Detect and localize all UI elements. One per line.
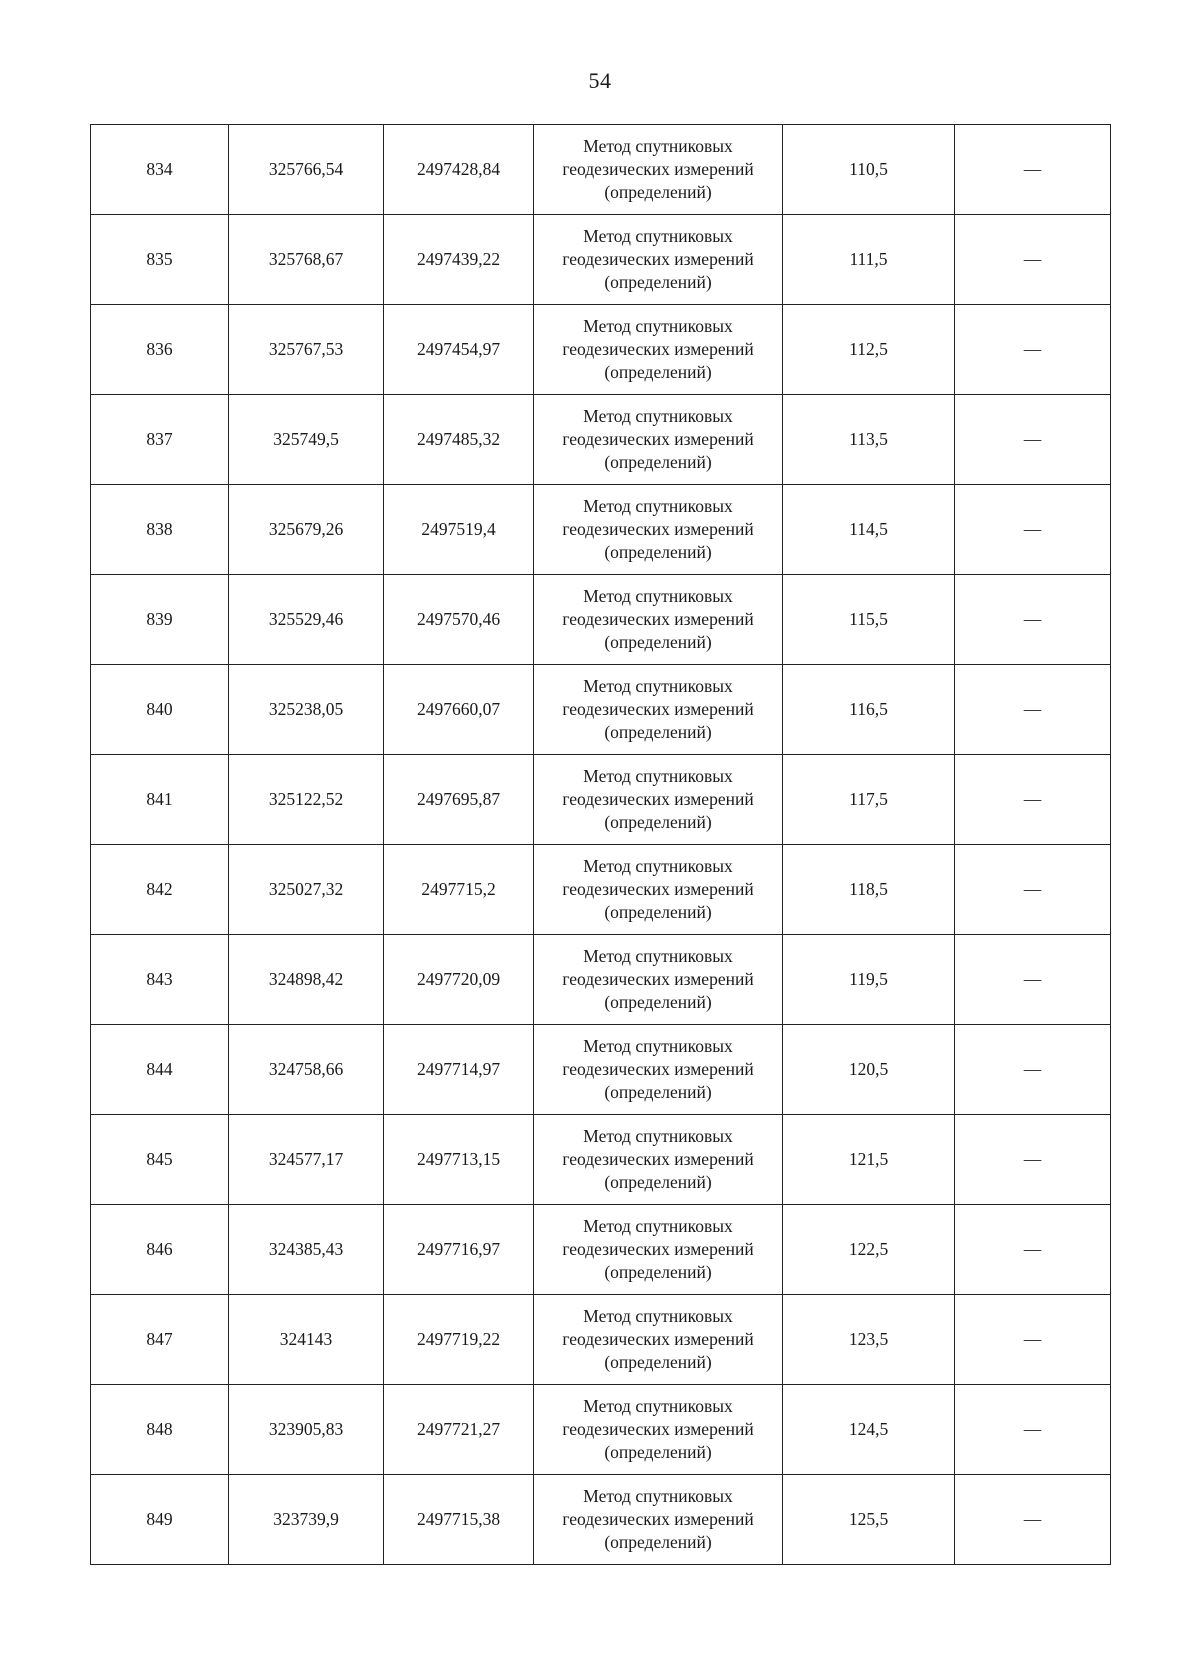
point-number-cell: 841 [91, 755, 229, 845]
dash-cell: — [955, 215, 1111, 305]
x-coordinate-cell: 325766,54 [229, 125, 384, 215]
dash-cell: — [955, 1115, 1111, 1205]
x-coordinate-cell: 323739,9 [229, 1475, 384, 1565]
table-body [91, 125, 1111, 1565]
y-coordinate-cell: 2497715,38 [384, 1475, 534, 1565]
table-row [91, 305, 1111, 395]
method-cell: Метод спутниковых геодезических измерений (определений) [534, 125, 783, 215]
accuracy-cell: 119,5 [783, 935, 955, 1025]
table-row [91, 1475, 1111, 1565]
y-coordinate-cell: 2497719,22 [384, 1295, 534, 1385]
method-cell: Метод спутниковых геодезических измерений (определений) [534, 755, 783, 845]
point-number-cell: 836 [91, 305, 229, 395]
accuracy-cell: 110,5 [783, 125, 955, 215]
method-cell: Метод спутниковых геодезических измерений (определений) [534, 845, 783, 935]
method-cell: Метод спутниковых геодезических измерений (определений) [534, 305, 783, 395]
accuracy-cell: 122,5 [783, 1205, 955, 1295]
dash-cell: — [955, 1385, 1111, 1475]
x-coordinate-cell: 324385,43 [229, 1205, 384, 1295]
point-number-cell: 838 [91, 485, 229, 575]
x-coordinate-cell: 325767,53 [229, 305, 384, 395]
y-coordinate-cell: 2497695,87 [384, 755, 534, 845]
method-cell: Метод спутниковых геодезических измерений (определений) [534, 485, 783, 575]
method-cell: Метод спутниковых геодезических измерений (определений) [534, 1115, 783, 1205]
accuracy-cell: 125,5 [783, 1475, 955, 1565]
point-number-cell: 842 [91, 845, 229, 935]
table-row [91, 125, 1111, 215]
method-cell: Метод спутниковых геодезических измерений (определений) [534, 1385, 783, 1475]
point-number-cell: 835 [91, 215, 229, 305]
table-row [91, 1025, 1111, 1115]
table-row [91, 215, 1111, 305]
dash-cell: — [955, 1295, 1111, 1385]
method-cell: Метод спутниковых геодезических измерений (определений) [534, 1025, 783, 1115]
dash-cell: — [955, 395, 1111, 485]
point-number-cell: 845 [91, 1115, 229, 1205]
method-cell: Метод спутниковых геодезических измерений (определений) [534, 575, 783, 665]
method-cell: Метод спутниковых геодезических измерений (определений) [534, 935, 783, 1025]
y-coordinate-cell: 2497713,15 [384, 1115, 534, 1205]
x-coordinate-cell: 325027,32 [229, 845, 384, 935]
table-row [91, 1295, 1111, 1385]
point-number-cell: 839 [91, 575, 229, 665]
table-row [91, 665, 1111, 755]
accuracy-cell: 111,5 [783, 215, 955, 305]
method-cell: Метод спутниковых геодезических измерений (определений) [534, 1295, 783, 1385]
dash-cell: — [955, 755, 1111, 845]
table-row [91, 935, 1111, 1025]
y-coordinate-cell: 2497721,27 [384, 1385, 534, 1475]
x-coordinate-cell: 325238,05 [229, 665, 384, 755]
table-row [91, 1115, 1111, 1205]
y-coordinate-cell: 2497454,97 [384, 305, 534, 395]
accuracy-cell: 120,5 [783, 1025, 955, 1115]
point-number-cell: 847 [91, 1295, 229, 1385]
x-coordinate-cell: 325768,67 [229, 215, 384, 305]
dash-cell: — [955, 1205, 1111, 1295]
dash-cell: — [955, 665, 1111, 755]
x-coordinate-cell: 324577,17 [229, 1115, 384, 1205]
accuracy-cell: 121,5 [783, 1115, 955, 1205]
x-coordinate-cell: 324898,42 [229, 935, 384, 1025]
x-coordinate-cell: 324758,66 [229, 1025, 384, 1115]
accuracy-cell: 116,5 [783, 665, 955, 755]
y-coordinate-cell: 2497720,09 [384, 935, 534, 1025]
x-coordinate-cell: 325529,46 [229, 575, 384, 665]
dash-cell: — [955, 125, 1111, 215]
coordinates-table [90, 124, 1111, 1565]
point-number-cell: 848 [91, 1385, 229, 1475]
accuracy-cell: 118,5 [783, 845, 955, 935]
dash-cell: — [955, 1475, 1111, 1565]
x-coordinate-cell: 325749,5 [229, 395, 384, 485]
y-coordinate-cell: 2497439,22 [384, 215, 534, 305]
table-row [91, 395, 1111, 485]
y-coordinate-cell: 2497716,97 [384, 1205, 534, 1295]
dash-cell: — [955, 1025, 1111, 1115]
dash-cell: — [955, 305, 1111, 395]
table-row [91, 845, 1111, 935]
y-coordinate-cell: 2497660,07 [384, 665, 534, 755]
point-number-cell: 849 [91, 1475, 229, 1565]
y-coordinate-cell: 2497519,4 [384, 485, 534, 575]
x-coordinate-cell: 324143 [229, 1295, 384, 1385]
method-cell: Метод спутниковых геодезических измерений (определений) [534, 1205, 783, 1295]
table-row [91, 755, 1111, 845]
dash-cell: — [955, 485, 1111, 575]
table-row [91, 485, 1111, 575]
accuracy-cell: 117,5 [783, 755, 955, 845]
y-coordinate-cell: 2497428,84 [384, 125, 534, 215]
accuracy-cell: 124,5 [783, 1385, 955, 1475]
table-row [91, 575, 1111, 665]
dash-cell: — [955, 935, 1111, 1025]
point-number-cell: 844 [91, 1025, 229, 1115]
point-number-cell: 834 [91, 125, 229, 215]
accuracy-cell: 113,5 [783, 395, 955, 485]
x-coordinate-cell: 323905,83 [229, 1385, 384, 1475]
y-coordinate-cell: 2497485,32 [384, 395, 534, 485]
x-coordinate-cell: 325679,26 [229, 485, 384, 575]
y-coordinate-cell: 2497715,2 [384, 845, 534, 935]
accuracy-cell: 115,5 [783, 575, 955, 665]
accuracy-cell: 114,5 [783, 485, 955, 575]
method-cell: Метод спутниковых геодезических измерений (определений) [534, 395, 783, 485]
page-number: 54 [588, 68, 612, 93]
y-coordinate-cell: 2497570,46 [384, 575, 534, 665]
method-cell: Метод спутниковых геодезических измерений (определений) [534, 665, 783, 755]
x-coordinate-cell: 325122,52 [229, 755, 384, 845]
table-row [91, 1385, 1111, 1475]
dash-cell: — [955, 575, 1111, 665]
point-number-cell: 837 [91, 395, 229, 485]
table-row [91, 1205, 1111, 1295]
method-cell: Метод спутниковых геодезических измерений (определений) [534, 1475, 783, 1565]
method-cell: Метод спутниковых геодезических измерений (определений) [534, 215, 783, 305]
y-coordinate-cell: 2497714,97 [384, 1025, 534, 1115]
point-number-cell: 846 [91, 1205, 229, 1295]
accuracy-cell: 112,5 [783, 305, 955, 395]
dash-cell: — [955, 845, 1111, 935]
accuracy-cell: 123,5 [783, 1295, 955, 1385]
point-number-cell: 843 [91, 935, 229, 1025]
point-number-cell: 840 [91, 665, 229, 755]
